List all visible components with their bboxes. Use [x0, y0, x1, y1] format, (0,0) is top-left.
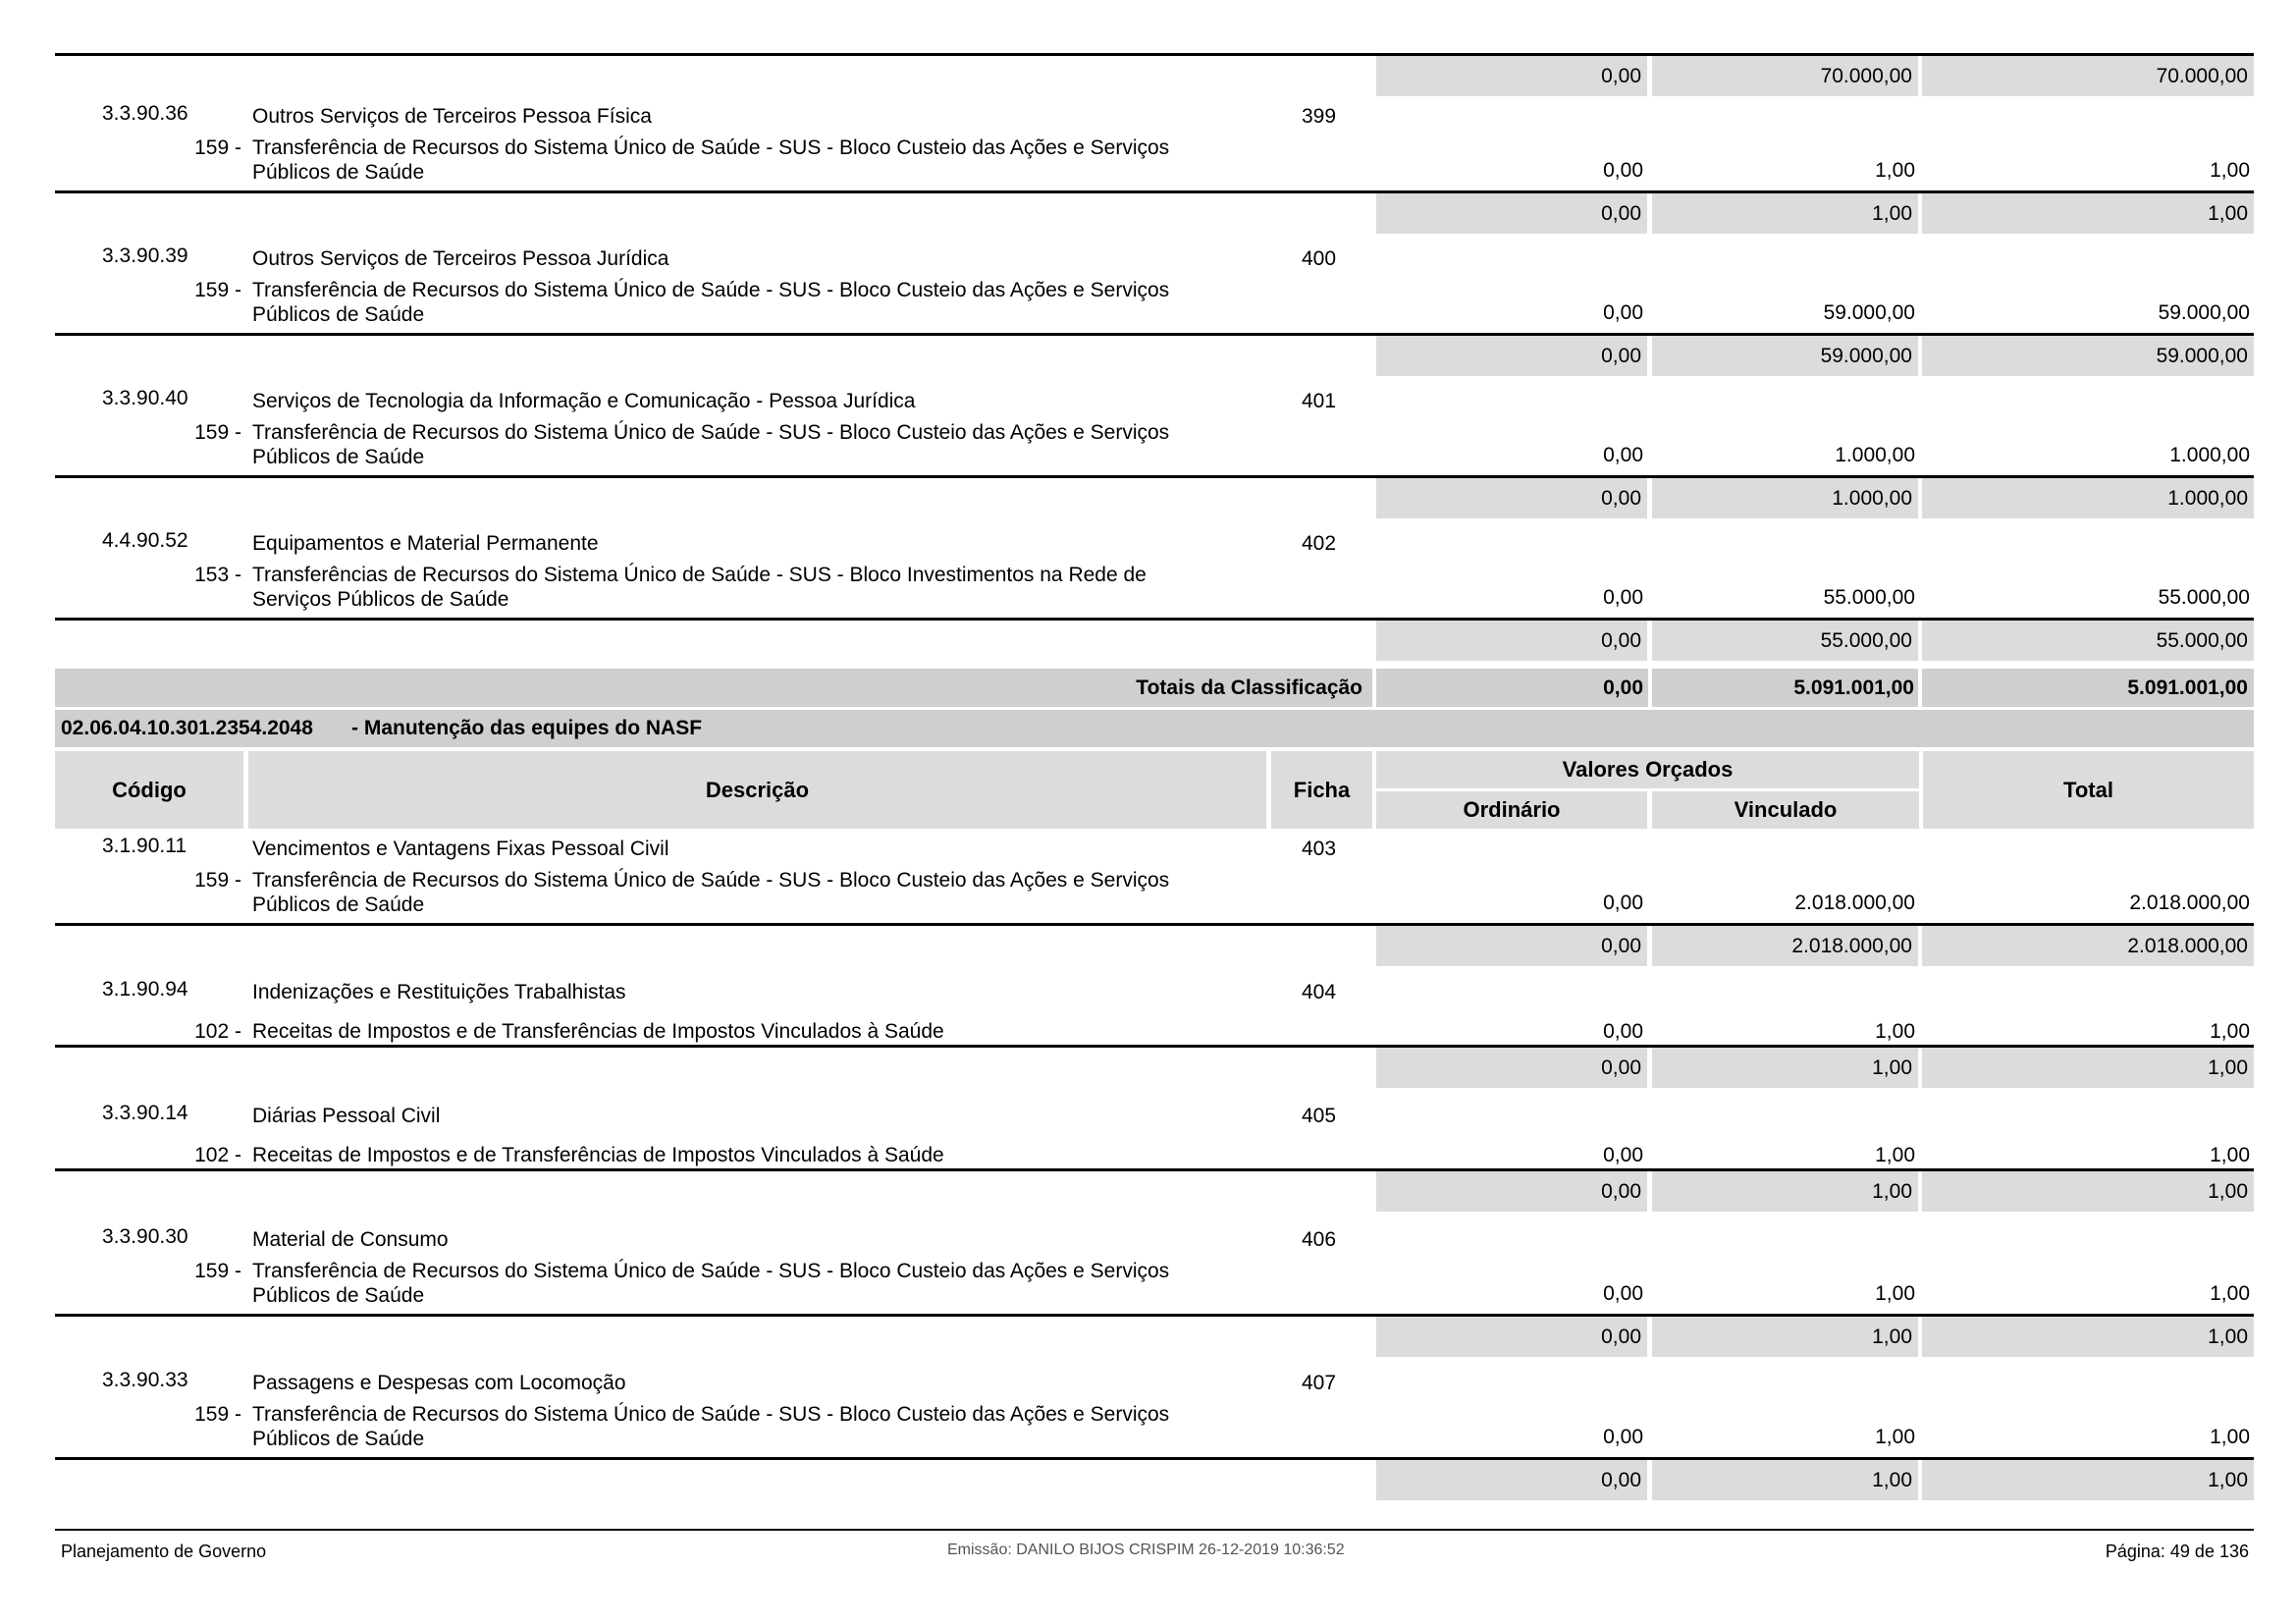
ficha-number: 406: [1302, 1228, 1337, 1251]
subtotal-value: 1,00: [1872, 1469, 1912, 1491]
fonte-number: 102 -: [194, 1020, 241, 1043]
subtotal-value: 1,00: [1872, 1056, 1912, 1079]
subtotal-value: 1,00: [1872, 1180, 1912, 1203]
subtotal-total-cell: [1922, 193, 2254, 234]
subtotal-vinculado-cell: [1652, 478, 1918, 518]
fonte-description-continued: Públicos de Saúde: [252, 446, 425, 468]
classification-code: 3.3.90.30: [102, 1225, 188, 1248]
fonte-number: 159 -: [194, 279, 241, 301]
subtotal-value: 1,00: [2208, 1325, 2248, 1348]
value-total: 1,00: [2210, 1282, 2250, 1305]
classification-code: 4.4.90.52: [102, 529, 188, 552]
fonte-description-continued: Públicos de Saúde: [252, 1284, 425, 1307]
fonte-description: Transferências de Recursos do Sistema Único de Saúde - SUS - Bloco Investimentos na Rede de: [252, 564, 1147, 586]
subtotal-value: 1,00: [2208, 1469, 2248, 1491]
value-total: 1,00: [2210, 1426, 2250, 1448]
fonte-description-continued: Serviços Públicos de Saúde: [252, 588, 509, 611]
section-code: 02.06.04.10.301.2354.2048: [61, 717, 313, 739]
value-total: 1,00: [2210, 1144, 2250, 1166]
fonte-description: Transferência de Recursos do Sistema Único de Saúde - SUS - Bloco Custeio das Ações e Serviços: [252, 421, 1170, 444]
subtotal-ordinario-cell: [1376, 478, 1647, 518]
value-ordinario: 0,00: [1603, 159, 1643, 182]
fonte-description: Transferência de Recursos do Sistema Único de Saúde - SUS - Bloco Custeio das Ações e Serviços: [252, 279, 1170, 301]
fonte-number: 159 -: [194, 136, 241, 159]
expense-description: Indenizações e Restituições Trabalhistas: [252, 981, 626, 1003]
subtotal-vinculado-cell: [1652, 1048, 1918, 1088]
header-ficha: Ficha: [1271, 751, 1372, 829]
value-total: 55.000,00: [2158, 586, 2250, 609]
value-ordinario: 0,00: [1603, 892, 1643, 914]
expense-description: Passagens e Despesas com Locomoção: [252, 1372, 626, 1394]
subtotal-ordinario-cell: 0,00: [1376, 56, 1647, 96]
header-ordinario: Ordinário: [1376, 791, 1647, 829]
header-valores-orcados: Valores Orçados: [1376, 751, 1919, 788]
fonte-description: Receitas de Impostos e de Transferências de Impostos Vinculados à Saúde: [252, 1144, 944, 1166]
footer-center: Emissão: DANILO BIJOS CRISPIM 26-12-2019 10:36:52: [947, 1542, 1345, 1558]
subtotal-value: 1,00: [2208, 1056, 2248, 1079]
value-ordinario: 0,00: [1603, 301, 1643, 324]
subtotal-vinculado-cell: [1652, 1171, 1918, 1212]
classification-code: 3.3.90.36: [102, 102, 188, 125]
value-vinculado: 1,00: [1875, 1426, 1915, 1448]
totals-vinculado: 5.091.001,00: [1793, 676, 1914, 699]
fonte-number: 159 -: [194, 1403, 241, 1426]
footer-page: Página: 49 de 136: [2105, 1542, 2249, 1561]
subtotal-value: 0,00: [1601, 202, 1641, 225]
totals-total: 5.091.001,00: [2127, 676, 2248, 699]
subtotal-value: 0,00: [1601, 1056, 1641, 1079]
fonte-description: Receitas de Impostos e de Transferências de Impostos Vinculados à Saúde: [252, 1020, 944, 1043]
subtotal-total-cell: [1922, 336, 2254, 376]
subtotal-ordinario-cell: [1376, 621, 1647, 661]
totals-ordinario: 0,00: [1603, 676, 1643, 699]
subtotal-ordinario-cell: [1376, 926, 1647, 966]
subtotal-value: 1.000,00: [2167, 487, 2248, 510]
classification-code: 3.3.90.40: [102, 387, 188, 409]
value-vinculado: 1.000,00: [1835, 444, 1915, 466]
subtotal-value: 0,00: [1601, 1469, 1641, 1491]
ficha-number: 402: [1302, 532, 1337, 555]
subtotal-vinculado-cell: [1652, 193, 1918, 234]
header-codigo: Código: [55, 751, 243, 829]
header-descricao: Descrição: [248, 751, 1266, 829]
expense-description: Diárias Pessoal Civil: [252, 1105, 441, 1127]
subtotal-value: 0,00: [1601, 629, 1641, 652]
value-ordinario: 0,00: [1603, 1020, 1643, 1043]
subtotal-value: 1.000,00: [1832, 487, 1912, 510]
subtotal-value: 0,00: [1601, 1325, 1641, 1348]
subtotal-total-cell: [1922, 926, 2254, 966]
value-total: 59.000,00: [2158, 301, 2250, 324]
value-vinculado: 2.018.000,00: [1794, 892, 1915, 914]
value-ordinario: 0,00: [1603, 586, 1643, 609]
fonte-description: Transferência de Recursos do Sistema Único de Saúde - SUS - Bloco Custeio das Ações e Serviços: [252, 869, 1170, 892]
subtotal-vinculado-cell: [1652, 1317, 1918, 1357]
ficha-number: 407: [1302, 1372, 1337, 1394]
subtotal-total-cell: [1922, 1317, 2254, 1357]
header-total: Total: [1923, 751, 2254, 829]
subtotal-total-cell: [1922, 621, 2254, 661]
subtotal-value: 1,00: [2208, 202, 2248, 225]
value-vinculado: 1,00: [1875, 1282, 1915, 1305]
fonte-description-continued: Públicos de Saúde: [252, 1428, 425, 1450]
footer-line: [55, 1529, 2254, 1531]
fonte-number: 159 -: [194, 869, 241, 892]
expense-description: Material de Consumo: [252, 1228, 449, 1251]
classification-totals-row: [55, 669, 2254, 707]
classification-code: 3.3.90.39: [102, 244, 188, 267]
subtotal-ordinario-cell: [1376, 193, 1647, 234]
subtotal-value: 2.018.000,00: [1791, 935, 1912, 957]
subtotal-ordinario-cell: [1376, 1460, 1647, 1500]
subtotal-value: 55.000,00: [2156, 629, 2248, 652]
fonte-description-continued: Públicos de Saúde: [252, 303, 425, 326]
fonte-number: 153 -: [194, 564, 241, 586]
subtotal-vinculado-cell: [1652, 926, 1918, 966]
value-vinculado: 1,00: [1875, 159, 1915, 182]
fonte-number: 102 -: [194, 1144, 241, 1166]
subtotal-vinculado-cell: [1652, 621, 1918, 661]
fonte-number: 159 -: [194, 421, 241, 444]
subtotal-ordinario-cell: [1376, 1171, 1647, 1212]
fonte-description-continued: Públicos de Saúde: [252, 161, 425, 184]
section-title: - Manutenção das equipes do NASF: [351, 717, 703, 739]
subtotal-total-cell: [1922, 478, 2254, 518]
subtotal-total-cell: [1922, 1460, 2254, 1500]
section-header: [55, 710, 2254, 747]
subtotal-vinculado-cell: [1652, 1460, 1918, 1500]
ficha-number: 405: [1302, 1105, 1337, 1127]
subtotal-ordinario-cell: [1376, 1048, 1647, 1088]
fonte-description: Transferência de Recursos do Sistema Único de Saúde - SUS - Bloco Custeio das Ações e Serviços: [252, 1403, 1170, 1426]
value-total: 2.018.000,00: [2129, 892, 2250, 914]
subtotal-value: 59.000,00: [2156, 345, 2248, 367]
subtotal-value: 1,00: [2208, 1180, 2248, 1203]
ficha-number: 403: [1302, 838, 1337, 860]
subtotal-total-cell: 70.000,00: [1922, 56, 2254, 96]
classification-code: 3.3.90.33: [102, 1369, 188, 1391]
subtotal-ordinario-cell: [1376, 336, 1647, 376]
subtotal-ordinario-cell: [1376, 1317, 1647, 1357]
value-total: 1,00: [2210, 159, 2250, 182]
footer-left: Planejamento de Governo: [61, 1542, 267, 1561]
subtotal-value: 0,00: [1601, 1180, 1641, 1203]
ficha-number: 404: [1302, 981, 1337, 1003]
value-ordinario: 0,00: [1603, 1426, 1643, 1448]
value-total: 1.000,00: [2169, 444, 2250, 466]
subtotal-value: 0,00: [1601, 935, 1641, 957]
ficha-number: 401: [1302, 390, 1337, 412]
fonte-number: 159 -: [194, 1260, 241, 1282]
value-vinculado: 1,00: [1875, 1144, 1915, 1166]
subtotal-value: 55.000,00: [1820, 629, 1912, 652]
ficha-number: 399: [1302, 105, 1337, 128]
value-ordinario: 0,00: [1603, 1144, 1643, 1166]
subtotal-value: 1,00: [1872, 202, 1912, 225]
expense-description: Outros Serviços de Terceiros Pessoa Física: [252, 105, 652, 128]
subtotal-total-cell: [1922, 1048, 2254, 1088]
header-vinculado: Vinculado: [1652, 791, 1919, 829]
expense-description: Serviços de Tecnologia da Informação e Comunicação - Pessoa Jurídica: [252, 390, 916, 412]
classification-code: 3.1.90.11: [102, 835, 187, 857]
subtotal-value: 59.000,00: [1820, 345, 1912, 367]
expense-description: Vencimentos e Vantagens Fixas Pessoal Civil: [252, 838, 669, 860]
value-ordinario: 0,00: [1603, 444, 1643, 466]
subtotal-vinculado-cell: 70.000,00: [1652, 56, 1918, 96]
subtotal-value: 0,00: [1601, 345, 1641, 367]
ficha-number: 400: [1302, 247, 1337, 270]
subtotal-value: 1,00: [1872, 1325, 1912, 1348]
classification-code: 3.1.90.94: [102, 978, 188, 1001]
expense-description: Outros Serviços de Terceiros Pessoa Jurídica: [252, 247, 669, 270]
subtotal-total-cell: [1922, 1171, 2254, 1212]
fonte-description: Transferência de Recursos do Sistema Único de Saúde - SUS - Bloco Custeio das Ações e Serviços: [252, 1260, 1170, 1282]
value-vinculado: 55.000,00: [1823, 586, 1915, 609]
value-vinculado: 1,00: [1875, 1020, 1915, 1043]
value-total: 1,00: [2210, 1020, 2250, 1043]
classification-code: 3.3.90.14: [102, 1102, 188, 1124]
expense-description: Equipamentos e Material Permanente: [252, 532, 599, 555]
value-vinculado: 59.000,00: [1823, 301, 1915, 324]
subtotal-value: 0,00: [1601, 487, 1641, 510]
fonte-description: Transferência de Recursos do Sistema Único de Saúde - SUS - Bloco Custeio das Ações e Serviços: [252, 136, 1170, 159]
totals-label: Totais da Classificação: [1136, 676, 1362, 699]
fonte-description-continued: Públicos de Saúde: [252, 893, 425, 916]
value-ordinario: 0,00: [1603, 1282, 1643, 1305]
subtotal-vinculado-cell: [1652, 336, 1918, 376]
subtotal-value: 2.018.000,00: [2127, 935, 2248, 957]
